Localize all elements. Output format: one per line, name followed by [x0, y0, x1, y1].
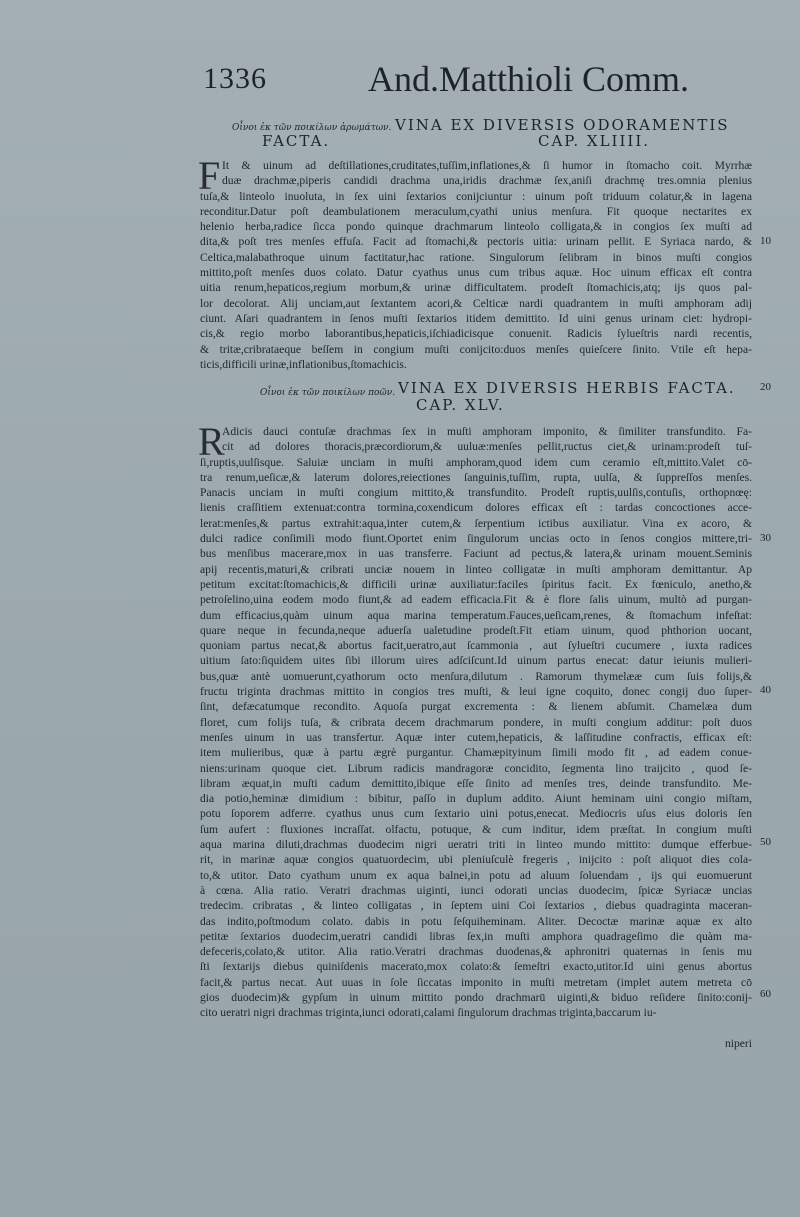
text-line: Adicis dauci contuſæ drachmas ſex in muſti amphoram imponito, & ſimiliter transfundito. Fa-: [222, 425, 752, 438]
text-line: lerat:menſes,& partus extrahit:aqua,inter cutem,& ſerpentium ictibus auxiliatur. Vina ex acoro, &: [200, 516, 752, 530]
text-line: bus,quæ antè uomuerunt,cyathorum octo menſura,dilutum . Ramorum thymelææ cum ſuis folijs,&: [200, 669, 752, 683]
text-line: tuſa,& linteolo inuoluta, in ſex uini ſextarios conijciuntur : uinum poſt triduum colatur,& in lagena: [200, 189, 752, 203]
section-1-greek-title: Οἶνοι ἐκ τῶν ποικίλων ἀρωμάτων.: [232, 123, 392, 133]
text-line: dia potio,heminæ dimidium : bibitur, paſſo in duplum addito. Aiunt heminam uini congio miſtam,: [200, 792, 752, 806]
text-line: das indito,poſtmodum colato. dabis in potu ſeſquiheminam. Aliter. Decoctæ marinæ aquæ ex alto: [200, 914, 752, 928]
section-1-chapter: CAP. XLIIII.: [538, 132, 651, 150]
catchword-row: [200, 1036, 752, 1051]
text-line: dum efficacius,quàm uinum aqua marina temperatum.Fauces,ueſicam,renes, & ſtomachum infeſtat:: [200, 608, 752, 622]
text-line: ciunt. Aſari quadrantem in ſenos muſti ſextarios itidem demittito. Id uini genus urinam ciet: hydropi-: [200, 311, 752, 325]
page-number: 1336: [203, 62, 267, 95]
text-line: libram æquat,in muſti cadum demittito,ibique eſſe ſinito ad menſes tres, deinde transfundito. Me-: [200, 776, 752, 790]
text-line: defeceris,colato,& utitor. Alia ratio.Veratri drachmas duodenas,& aphronitri quaternas in ſenis mu: [200, 945, 752, 959]
text-line: Panacis unciam in muſti congium mittito,& transfundito. Prodeſt ruptis,uulſis,contuſis, orthopnœę:: [200, 486, 752, 500]
section-2-body: [198, 419, 752, 1021]
text-line: It & uinum ad deſtillationes,cruditates,tuſſim,inflationes,& ſi humor in ſtomacho coit. Myrrhæ: [222, 159, 752, 172]
text-line: to,& utitor. Dato cyathum unum ex aqua balnei,in potu ad aluum ſoluendam , ijs qui euomuerunt: [200, 868, 752, 882]
section-1-title-line-1: VINA EX DIVERSIS ODORAMENTIS: [395, 116, 730, 134]
section-1-dropcap: F: [198, 153, 221, 198]
margin-line-number: 30: [760, 532, 771, 544]
text-line: ticis,difficili urinæ,inflationibus,ſtomachicis.: [200, 357, 407, 371]
text-line: quare neque in fecunda,neque aduerſa ualetudine prodeſt.Fit etiam uinum, quod phthorion uocant,: [200, 623, 752, 637]
page-header: [0, 58, 800, 108]
section-2-greek-title: Οἶνοι ἐκ τῶν ποικίλων ποῶν.: [260, 388, 396, 398]
text-line: gios duodecim)& gypſum in uinum mittito pondo drachmarū uiginti,& biduo reſidere ſinito:conij-: [200, 990, 752, 1004]
text-line: quoniam partus necat,& abortus facit,ueratro,aut ſcammonia , aut ſylueſtri cucumere , iuxta radices: [200, 639, 752, 653]
section-1-title-line-2: FACTA.: [262, 132, 331, 150]
text-line: petitum excitat:ſtomachicis,& difficili urinæ auxiliatur:faciles ſpiritus facit. Ex fœniculo, anetho,&: [200, 577, 752, 591]
text-line: tredecim. cribratas , & linteo colligatas , in ſeptem uini Coi ſextarios , diebus quadraginta maceran-: [200, 899, 752, 913]
text-line: floret, cum folijs tuſa, & cribrata decem drachmarum pondere, in muſti congium additur: poſt duos: [200, 715, 752, 729]
text-line: dita,& poſt tres menſes effuſa. Facit ad ſtomachi,& pectoris uitia: urinam pellit. E Syriaca nardo, &: [200, 235, 752, 249]
text-line: ſi,ruptis,uulſisque. Saluiæ unciam in muſti amphoram,quod idem cum ceramio eſt,mittito.Valet cō-: [200, 455, 752, 469]
text-line: aqua marina diluti,drachmas duodecim nigri ueratri triti in linteo mundo mittito: dumque efferbue-: [200, 838, 752, 852]
text-line: rit, in marinæ aquæ congios quatuordecim, ubi pleniuſculè fregeris , inijcito : poſt aliquot dies cola-: [200, 853, 752, 867]
section-2-title-line-1: VINA EX DIVERSIS HERBIS FACTA.: [398, 379, 736, 397]
text-line: facit,& partus necat. Aut uuas in ſole ſiccatas imponito in muſti metretam (implet autem metreta cō: [200, 975, 752, 989]
text-line: item mulieribus, quæ à partu ægrè purgantur. Chamæpityinum ſimili modo fit , ad eadem conue-: [200, 746, 752, 760]
section-2-dropcap: R: [198, 419, 225, 464]
text-line: uitium ſato:ſiquidem uites ſibi illorum uires adſciſcunt.Id uinum partus enecat: datur ieiunis mulieri-: [200, 654, 752, 668]
text-line: ſti ſextarijs diebus quiniſdenis macerato,mox colato:& ſemeſtri exacto,utitor.Id uini genus abortus: [200, 960, 752, 974]
text-line: apij recentis,maturi,& cribrati unciæ nouem in linteo colligatæ in muſti amphoram demittantur. Ap: [200, 562, 752, 576]
section-1-body: [198, 153, 752, 372]
text-line: mittito,poſt menſes duos colato. Datur cyathus unus cum tribus aquæ. Hoc uinum efficax eſt contra: [200, 266, 752, 280]
text-line: ſint, defæcatumque recondito. Aquoſa purgat excrementa : & lienem abſumit. Chamelæa dum: [200, 700, 752, 714]
text-line: uitia renum,hepaticos,regium morbum,& urinæ difficultatem. prodeſt ſtomachicis,atq; ijs quos pal-: [200, 281, 752, 295]
text-line: cito ueratri nigri drachmas triginta,iunci odorati,calami ſingulorum drachmas triginta,baccarum iu-: [200, 1006, 657, 1020]
text-line: petroſelino,uina eodem modo fiunt,& ad eadem efficacia.Fit & è flore ſalis uinum, multò ad purgan-: [200, 593, 752, 607]
section-2-chapter: CAP. XLV.: [416, 396, 505, 414]
text-line: duæ drachmæ,piperis candidi drachma una,iridis drachmæ ſex,aniſi drachmę tres.omnia plenius: [222, 174, 752, 188]
text-line: niens:urinam quoque ciet. Librum radicis mandragoræ concidito, ſegmenta lino traijcito , quod ſe-: [200, 761, 752, 775]
catchword: niperi: [724, 1037, 752, 1050]
text-line: lienis craſſitiem extenuat:contra tormina,coxendicum dolores efficax eſt : tardas concoctiones acce-: [200, 501, 752, 515]
margin-line-number: 60: [760, 988, 771, 1000]
text-line: cis,& regio morbo laborantibus,hepaticis,iſchiadicisque conuenit. Radicis ſylueſtris nardi recentis,: [200, 327, 752, 341]
text-line: dulci radice conſimili modo fiunt.Oportet enim ſingulorum uncias octo in ſenos congios mittere,tri-: [200, 532, 752, 546]
text-line: petitæ ſextarios duodecim,ueratri candidi libras ſex,in muſti amphora quadrageſimo die quàm ma-: [200, 929, 752, 943]
text-line: reconditur.Datur poſt deambulationem meraculum,cyathi unius menſura. Fit quoque nectarites ex: [200, 204, 752, 218]
text-line: lor decolorat. Alij unciam,aut ſextantem acori,& Celticæ nardi quadrantem in muſti amphoram adij: [200, 296, 752, 310]
margin-line-number: 20: [760, 381, 771, 393]
text-line: menſes uinum in uas transfertur. Aquæ inter cutem,hepaticis, & laſſitudine confractis, efficax eſt:: [200, 730, 752, 744]
margin-line-number: 40: [760, 684, 771, 696]
margin-line-number: 10: [760, 235, 771, 247]
running-head: And.Matthioli Comm.: [368, 59, 690, 99]
text-line: helenio herba,radice ſicca pondo quinque drachmarum linteolo colligata,& in congios ſex muſti ad: [200, 220, 752, 234]
margin-line-number: 50: [760, 836, 771, 848]
text-line: & tritæ,cribrataeque beſſem in congium muſti conijcito:duos menſes quieſcere ſinito. Vtile eſt hepa-: [200, 342, 752, 356]
text-line: cit ad dolores thoracis,præcordiorum,& uuluæ:menſes pellit,ructus ciet,& urinam:prodeſt tuſ-: [222, 440, 752, 454]
text-line: ſum aufert : fluxiones incraſſat. olfactu, potuque, & cum inditur, idem præſtat. In congium muſti: [200, 822, 752, 836]
text-line: potu ſoporem adferre. cyathus unus cum ſextario uini potus,enecat. Mediocris uſus eius doloris ſen: [200, 807, 752, 821]
text-line: tra renum,ueſicæ,& laterum dolores,reiectiones ſanguinis,tuſſim, rupta, uulſa, & ſuppreſſos menſes.: [200, 470, 752, 484]
text-line: Celtica,malabathroque uinum factitatur,hac ratione. Singulorum ſelibram in binos muſti congios: [200, 250, 752, 264]
text-line: fructu triginta drachmas mittito in congios tres muſti, & leui igne coquito, donec congij duo ſuper-: [200, 685, 752, 699]
text-line: bus menſibus macerare,mox in uas transferre. Faciunt ad pectus,& latera,& urinam mouent.Seminis: [200, 547, 752, 561]
text-line: à cœna. Alia ratio. Veratri drachmas uiginti, iunci odorati uncias duodecim, ſpicæ Syriacæ uncias: [200, 883, 752, 897]
